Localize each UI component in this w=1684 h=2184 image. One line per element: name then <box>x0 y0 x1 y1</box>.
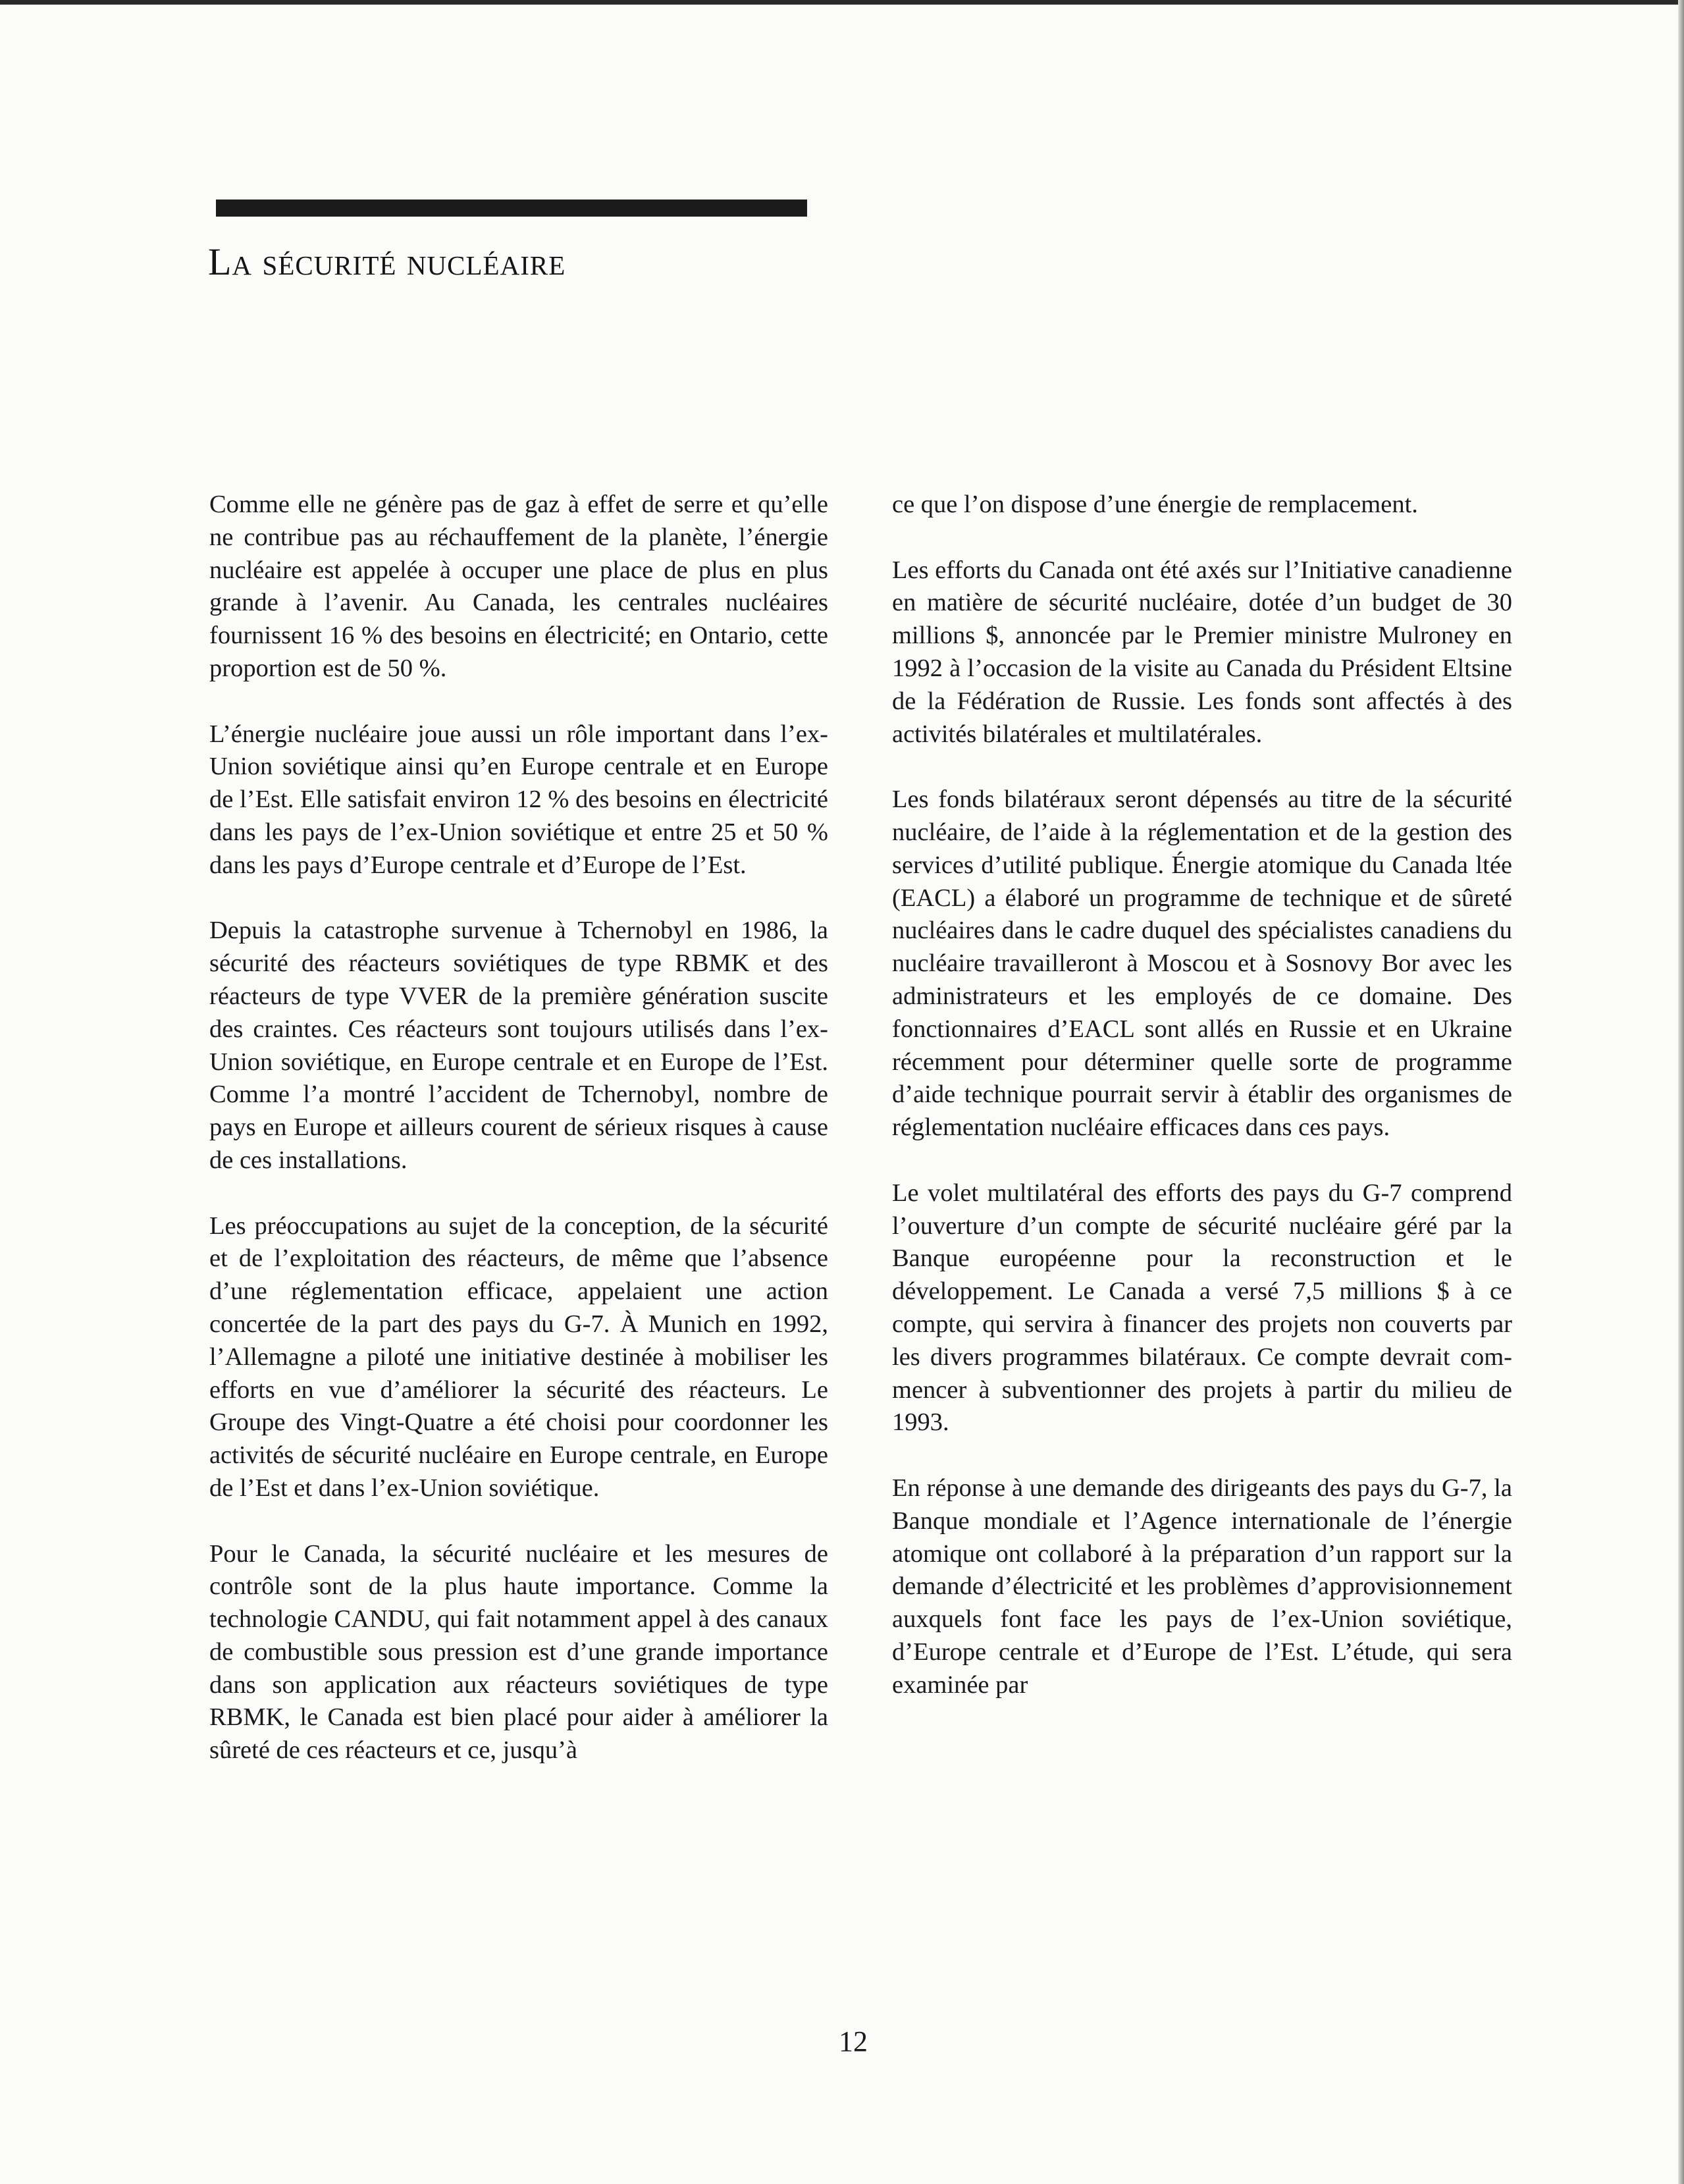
paragraph: Les préoccupations au sujet de la conception, de la sécurité et de l’exploitation des réacteurs, de même que l’absence d’une réglementation efficace, appelaient une action concertée de la part des pays du G-7. À Munich en 1992, l’Allemagne a piloté une initiative destinée à mobiliser les efforts en vue d’améliorer la sécurité des réacteurs. Le Groupe des Vingt-Quatre a été choisi pour coordonner les activités de sécurité nucléaire en Europe centrale, en Europe de l’Est et dans l’ex-Union soviétique. <box>209 1212 828 1502</box>
text-column-right <box>892 489 1512 1734</box>
section-title: La sécurité nucléaire <box>208 240 566 283</box>
page-number: 12 <box>839 2025 868 2058</box>
section-title-rule <box>216 200 807 217</box>
paragraph: L’énergie nucléaire joue aussi un rôle important dans l’ex-Union soviétique ainsi qu’en Europe centrale et en Europe de l’Est. Elle satisfait environ 12 % des besoins en électricité dans les pays de l’ex-Union soviétique et entre 25 et 50 % dans les pays d’Europe centrale et d’Europe de l’Est. <box>209 720 828 879</box>
paragraph: Pour le Canada, la sécurité nucléaire et les mesures de contrôle sont de la plus haute importance. Comme la technologie CANDU, qui fait notamment appel à des canaux de combustible sous pression est d’une grande importance dans son application aux réacteurs soviétiques de type RBMK, le Canada est bien placé pour aider à améliorer la sûreté de ces réacteurs et ce, jusqu’à <box>209 1539 828 1765</box>
scan-top-edge <box>0 0 1684 5</box>
paragraph: Les efforts du Canada ont été axés sur l’Initiative canadienne en matière de sécurité nucléaire, dotée d’un budget de 30 millions $, annoncée par le Premier ministre Mulroney en 1992 à l’occasion de la visite au Canada du Président Eltsine de la Fédération de Russie. Les fonds sont affectés à des activités bilatérales et multilatérales. <box>892 556 1512 748</box>
scan-right-edge <box>1678 0 1684 2184</box>
paragraph: ce que l’on dispose d’une énergie de remplacement. <box>892 491 1418 518</box>
paragraph: Le volet multilatéral des efforts des pays du G-7 comprend l’ouverture d’un compte de sécurité nucléaire géré par la Banque européenne pour la reconstruction et le développement. Le Canada a versé 7,5 millions $ à ce compte, qui servira à financer des projets non couverts par les divers programmes bilatéraux. Ce compte devrait commencer à subventionner des projets à partir du milieu de 1993. <box>892 1179 1512 1437</box>
paragraph: Depuis la catastrophe survenue à Tchernobyl en 1986, la sécurité des réacteurs soviétiques de type RBMK et des réacteurs de type VVER de la première génération suscite des craintes. Ces réacteurs sont toujours utilisés dans l’ex-Union soviétique, en Europe centrale et en Europe de l’Est. Comme l’a montré l’accident de Tchernobyl, nombre de pays en Europe et ailleurs courent de sérieux risques à cause de ces installations. <box>209 917 828 1174</box>
text-column-left <box>209 489 828 1800</box>
paragraph: Les fonds bilatéraux seront dépensés au titre de la sécurité nucléaire, de l’aide à la réglementation et de la gestion des services d’utilité publique. Énergie atomique du Canada ltée (EACL) a élaboré un programme de technique et de sûreté nucléaires dans le cadre duquel des spécialistes canadiens du nucléaire travailleront à Moscou et à Sosnovy Bor avec les administrateurs et les employés de ce domaine. Des fonctionnaires d’EACL sont allés en Russie et en Ukraine récemment pour déterminer quelle sorte de programme d’aide technique pourrait servir à établir des organismes de réglementation nucléaire efficaces dans ces pays. <box>892 786 1512 1142</box>
paragraph: Comme elle ne génère pas de gaz à effet de serre et qu’elle ne contribue pas au réchauffement de la planète, l’énergie nucléaire est appelée à occuper une place de plus en plus grande à l’avenir. Au Canada, les centrales nucléaires fournissent 16 % des besoins en électricité; en Ontario, cette proportion est de 50 %. <box>209 491 828 682</box>
paragraph: En réponse à une demande des dirigeants des pays du G-7, la Banque mondiale et l’Agence internationale de l’énergie atomique ont collaboré à la préparation d’un rapport sur la demande d’électricité et les problèmes d’approvisionnement auxquels font face les pays de l’ex-Union soviétique, d’Europe centrale et d’Europe de l’Est. L’étude, qui sera examinée par <box>892 1474 1512 1699</box>
